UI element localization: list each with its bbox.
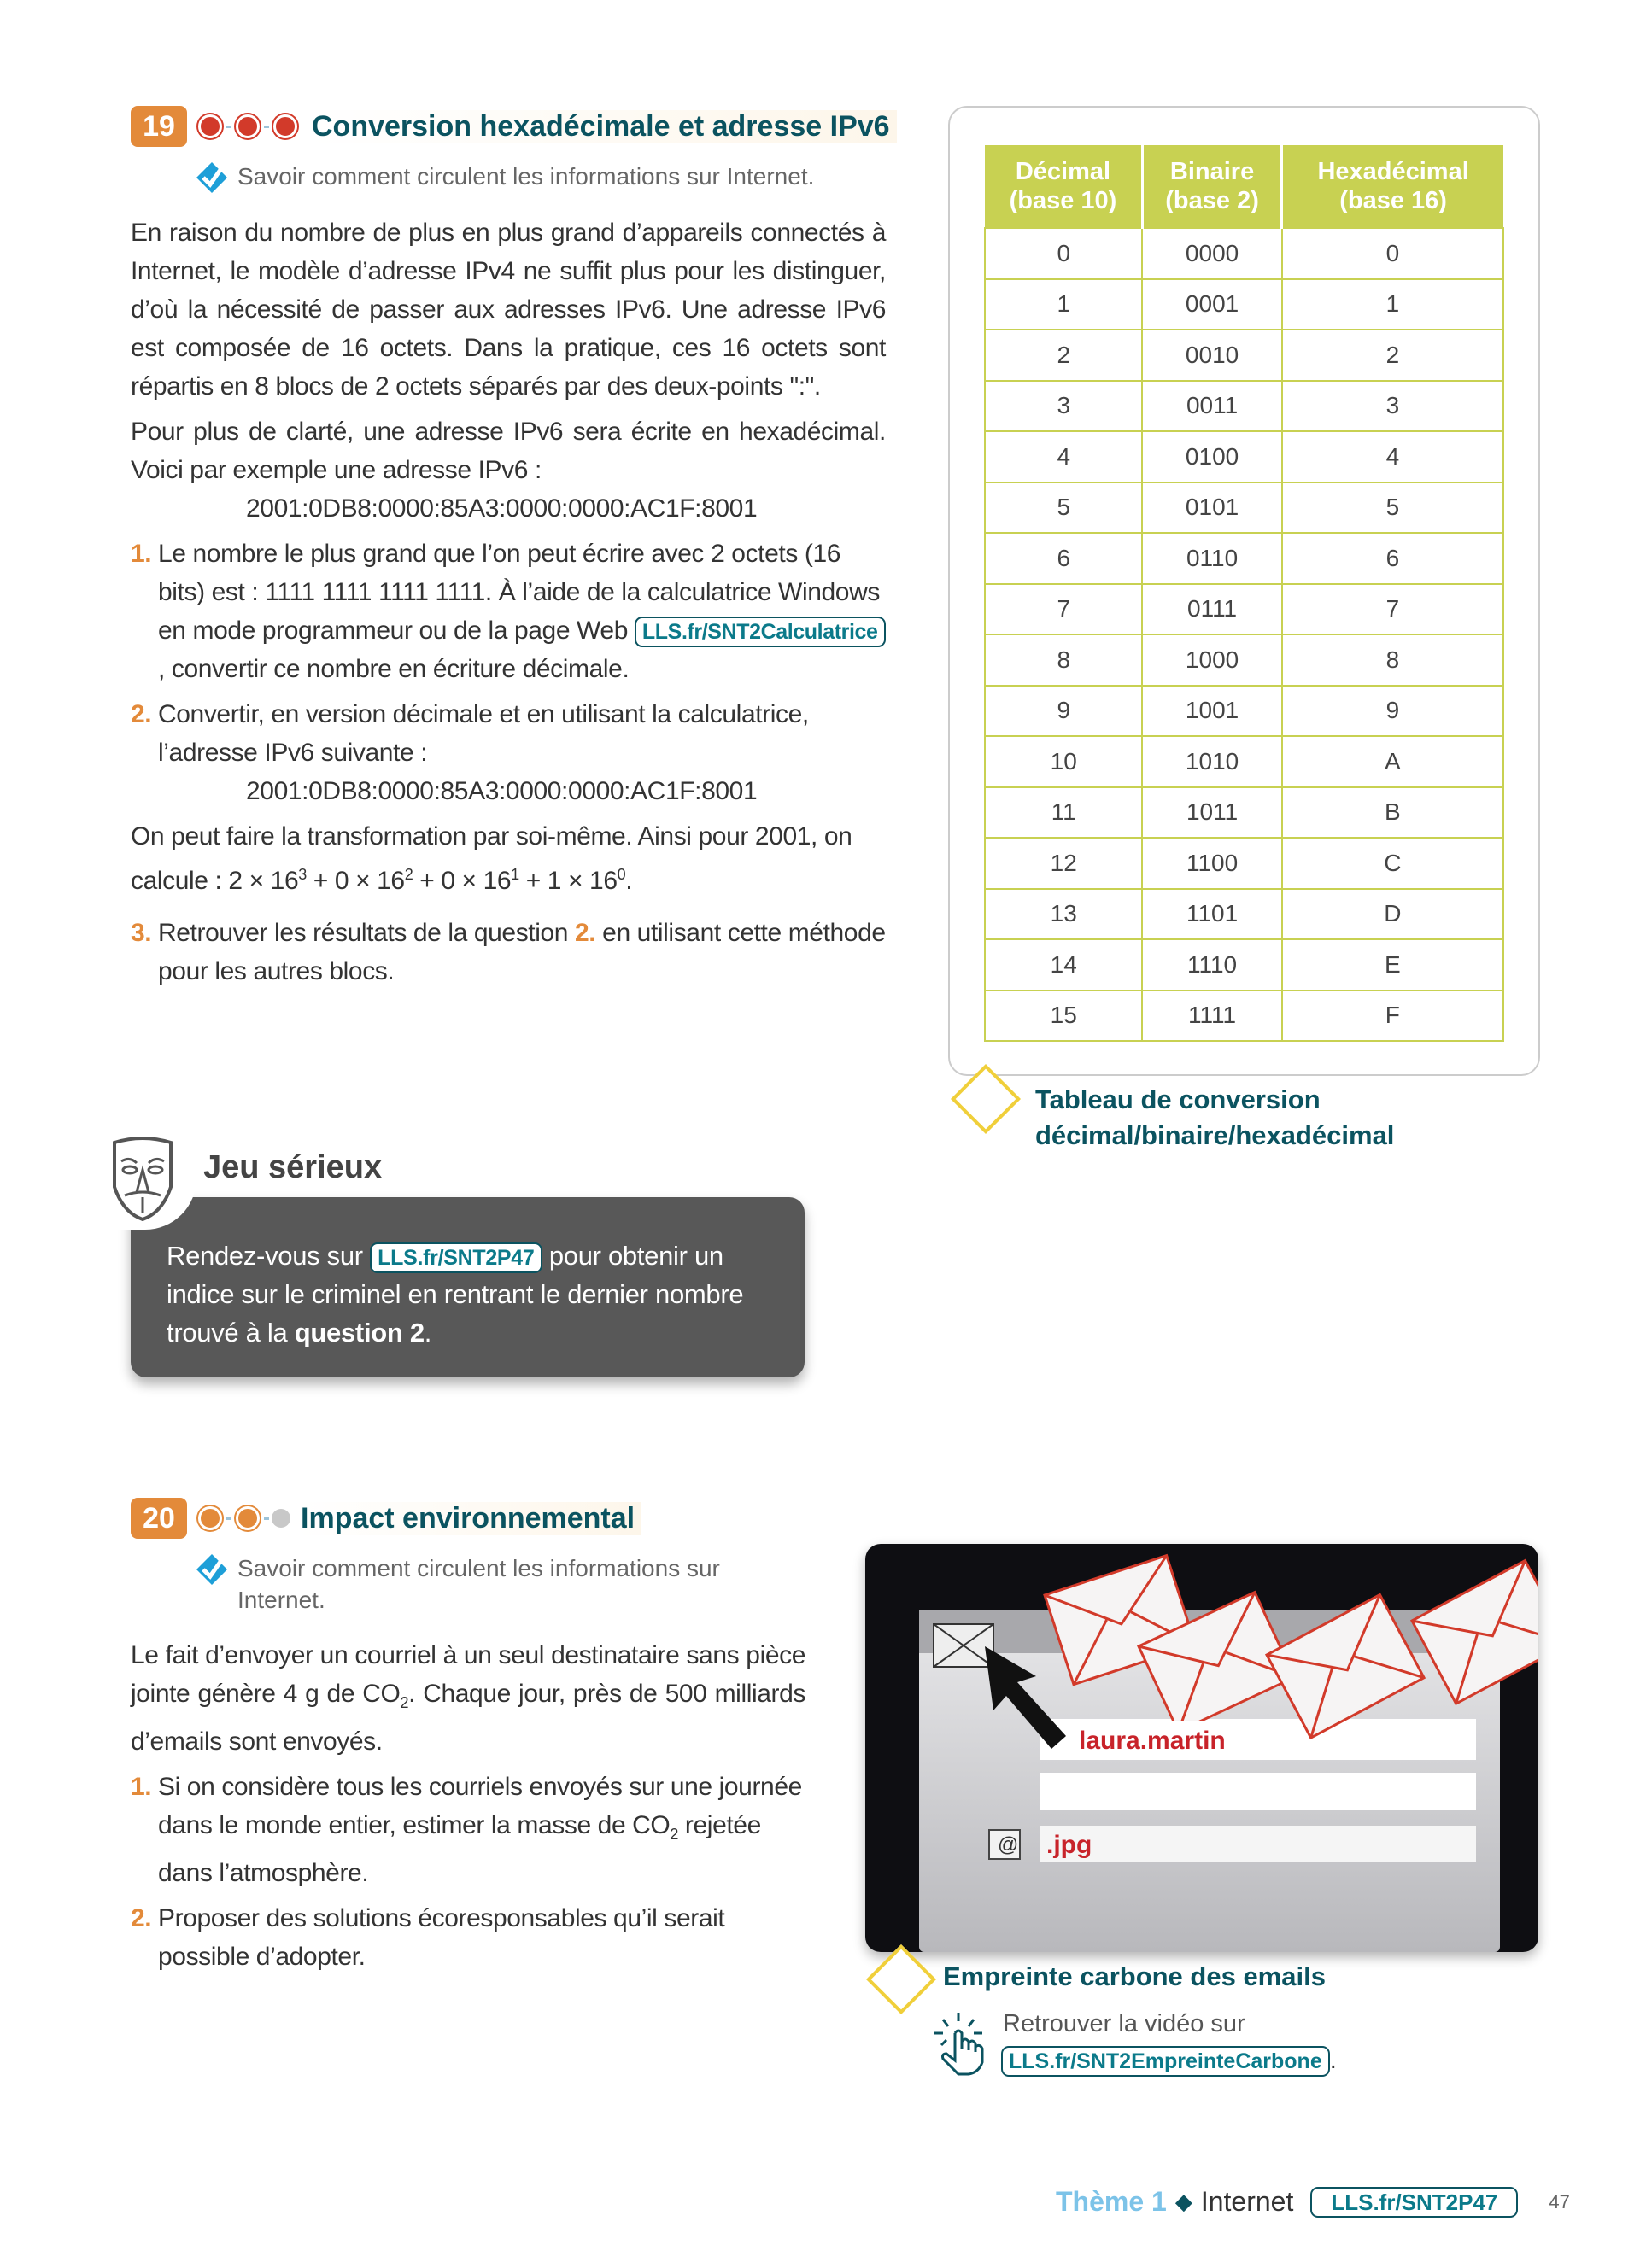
footer: [1056, 2186, 1570, 2218]
table-cell: 1110: [1142, 939, 1281, 991]
ipv6-address: 2001:0DB8:0000:85A3:0000:0000:AC1F:8001: [246, 777, 758, 805]
table-cell: 1: [1282, 279, 1503, 330]
table-cell: 0011: [1142, 381, 1281, 432]
skill-line: [195, 161, 814, 195]
exercise-20-body: [131, 1636, 805, 1976]
table-cell: 6: [1282, 533, 1503, 584]
table-row: [985, 991, 1503, 1042]
table-cell: 7: [1282, 584, 1503, 635]
skill-text: Savoir comment circulent les informations sur Internet.: [237, 163, 815, 190]
ipv6-address: 2001:0DB8:0000:85A3:0000:0000:AC1F:8001: [246, 494, 758, 523]
conversion-table: [984, 145, 1504, 1042]
table-row: [985, 634, 1503, 686]
serious-game-title: Jeu sérieux: [203, 1149, 383, 1185]
table-row: [985, 838, 1503, 889]
table-cell: 0100: [1142, 431, 1281, 482]
table-cell: 13: [985, 889, 1142, 940]
table-cell: 0: [1282, 228, 1503, 279]
attachment-icon: @: [998, 1833, 1019, 1856]
table-row: [985, 939, 1503, 991]
table-cell: 0101: [1142, 482, 1281, 534]
table-cell: 1010: [1142, 736, 1281, 787]
table-cell: 10: [985, 736, 1142, 787]
exercise-title: Impact environnemental: [297, 1502, 641, 1535]
table-row: [985, 533, 1503, 584]
table-cell: 15: [985, 991, 1142, 1042]
table-caption: Tableau de conversion décimal/binaire/hexadécimal: [1035, 1084, 1395, 1150]
table-cell: 4: [1282, 431, 1503, 482]
video-line: LLS.fr/SNT2EmpreinteCarbone .: [1001, 2046, 1337, 2077]
check-icon: [195, 161, 229, 195]
table-row: [985, 686, 1503, 737]
table-cell: 2: [985, 330, 1142, 381]
paragraph: Le fait d’envoyer un courriel à un seul destinataire sans pièce jointe génère 4 g de $CO_2$. Chaque jour, près de 500 milliards d’emails sont envoyés.: [131, 1641, 805, 1756]
table-row: [985, 279, 1503, 330]
footer-link[interactable]: LLS.fr/SNT2P47: [1310, 2187, 1518, 2218]
table-cell: 11: [985, 787, 1142, 839]
table-cell: 0010: [1142, 330, 1281, 381]
table-row: [985, 330, 1503, 381]
game-link[interactable]: LLS.fr/SNT2P47: [370, 1242, 542, 1273]
question-1: 1. Le nombre le plus grand que l’on peut écrire avec 2 octets (16 bits) est : 1111 1111 1111 1111. À l’aide de la calculatrice Windows en mode programmeur ou de la page Web LLS.fr/SNT2Calculatrice, convertir ce nombre en écriture décimale.: [131, 535, 886, 688]
skill-line: [195, 1552, 793, 1616]
table-row: [985, 787, 1503, 839]
table-cell: A: [1282, 736, 1503, 787]
table-cell: 3: [985, 381, 1142, 432]
table-cell: 1101: [1142, 889, 1281, 940]
skill-text: Savoir comment circulent les informations sur Internet.: [237, 1555, 720, 1613]
table-cell: 2: [1282, 330, 1503, 381]
video-link[interactable]: LLS.fr/SNT2EmpreinteCarbone: [1001, 2046, 1330, 2077]
table-cell: 1100: [1142, 838, 1281, 889]
table-cell: B: [1282, 787, 1503, 839]
exercise-title: Conversion hexadécimale et adresse IPv6: [308, 110, 897, 143]
theme-label: Thème 1: [1056, 2186, 1167, 2217]
exercise-20-header: [131, 1498, 641, 1539]
caption-diamond-icon: [866, 1944, 936, 2014]
question-3: 3. Retrouver les résultats de la question 2. en utilisant cette méthode pour les autres blocs.: [131, 919, 886, 985]
table-cell: F: [1282, 991, 1503, 1042]
table-cell: 1: [985, 279, 1142, 330]
table-row: [985, 228, 1503, 279]
table-cell: 9: [985, 686, 1142, 737]
email-illustration: [865, 1544, 1538, 1952]
exercise-number: 20: [131, 1498, 187, 1539]
image-caption: Empreinte carbone des emails: [943, 1961, 1326, 1991]
table-row: [985, 584, 1503, 635]
exercise-19-header: [131, 106, 897, 147]
question-1: 1. Si on considère tous les courriels envoyés sur une journée dans le monde entier, estimer la masse de $CO_2$ rejetée dans l’atmosphère.: [131, 1773, 802, 1887]
table-cell: 5: [1282, 482, 1503, 534]
table-cell: 4: [985, 431, 1142, 482]
exercise-number: 19: [131, 106, 187, 147]
video-text: Retrouver la vidéo sur: [1003, 2010, 1245, 2037]
calculator-link[interactable]: LLS.fr/SNT2Calculatrice: [635, 617, 886, 647]
table-cell: 5: [985, 482, 1142, 534]
table-cell: 1001: [1142, 686, 1281, 737]
recipient-address: laura.martin: [1079, 1727, 1226, 1755]
table-cell: 9: [1282, 686, 1503, 737]
table-cell: 0001: [1142, 279, 1281, 330]
paragraph: En raison du nombre de plus en plus grand d’appareils connectés à Internet, le modèle d’adresse IPv4 ne suffit plus pour les distinguer, d’où la nécessité de passer aux adresses IPv6. Une adresse IPv6 est composée de 16 octets. Dans la pratique, ces 16 octets sont répartis en 8 blocs de 2 octets séparés par des deux-points ":".: [131, 219, 886, 400]
table-row: [985, 431, 1503, 482]
column-header: Décimal (base 10): [985, 145, 1142, 228]
table-cell: 6: [985, 533, 1142, 584]
table-cell: E: [1282, 939, 1503, 991]
page-number: 47: [1549, 2190, 1570, 2212]
mask-icon: [109, 1136, 176, 1221]
question-2: 2. Convertir, en version décimale et en utilisant la calculatrice, l’adresse IPv6 suivante :: [131, 700, 809, 767]
table-row: [985, 381, 1503, 432]
table-cell: 0110: [1142, 533, 1281, 584]
table-row: [985, 889, 1503, 940]
serious-game-text: Rendez-vous sur LLS.fr/SNT2P47 pour obtenir un indice sur le criminel en rentrant le dernier nombre trouvé à la question 2.: [167, 1241, 744, 1347]
attachment-filename: .jpg: [1046, 1831, 1092, 1859]
table-row: [985, 482, 1503, 534]
paragraph: Pour plus de clarté, une adresse IPv6 sera écrite en hexadécimal. Voici par exemple une adresse IPv6 :: [131, 418, 886, 484]
question-2: 2. Proposer des solutions écoresponsables qu’il serait possible d’adopter.: [131, 1904, 725, 1971]
table-cell: 14: [985, 939, 1142, 991]
click-hand-icon: [933, 2011, 989, 2076]
table-row: [985, 736, 1503, 787]
formula-paragraph: On peut faire la transformation par soi-même. Ainsi pour 2001, on calcule : $2 \times 16^3 + 0 \times 16^2 + 0 \times 16^1 + 1 \times 16^0$.: [131, 822, 852, 895]
table-cell: 1000: [1142, 634, 1281, 686]
table-cell: D: [1282, 889, 1503, 940]
diamond-icon: ◆: [1174, 2189, 1192, 2214]
table-cell: 0: [985, 228, 1142, 279]
table-cell: 7: [985, 584, 1142, 635]
table-cell: 0111: [1142, 584, 1281, 635]
table-cell: 3: [1282, 381, 1503, 432]
table-cell: 1111: [1142, 991, 1281, 1042]
table-cell: 1011: [1142, 787, 1281, 839]
table-cell: 0000: [1142, 228, 1281, 279]
table-cell: C: [1282, 838, 1503, 889]
column-header: Hexadécimal (base 16): [1282, 145, 1503, 228]
table-cell: 8: [985, 634, 1142, 686]
table-cell: 12: [985, 838, 1142, 889]
difficulty-2-icon: [194, 1506, 290, 1530]
check-icon: [195, 1552, 229, 1587]
chapter-label: Internet: [1200, 2186, 1294, 2217]
column-header: Binaire (base 2): [1142, 145, 1281, 228]
difficulty-3-icon: [194, 114, 302, 138]
exercise-19-body: [131, 213, 886, 991]
table-cell: 8: [1282, 634, 1503, 686]
